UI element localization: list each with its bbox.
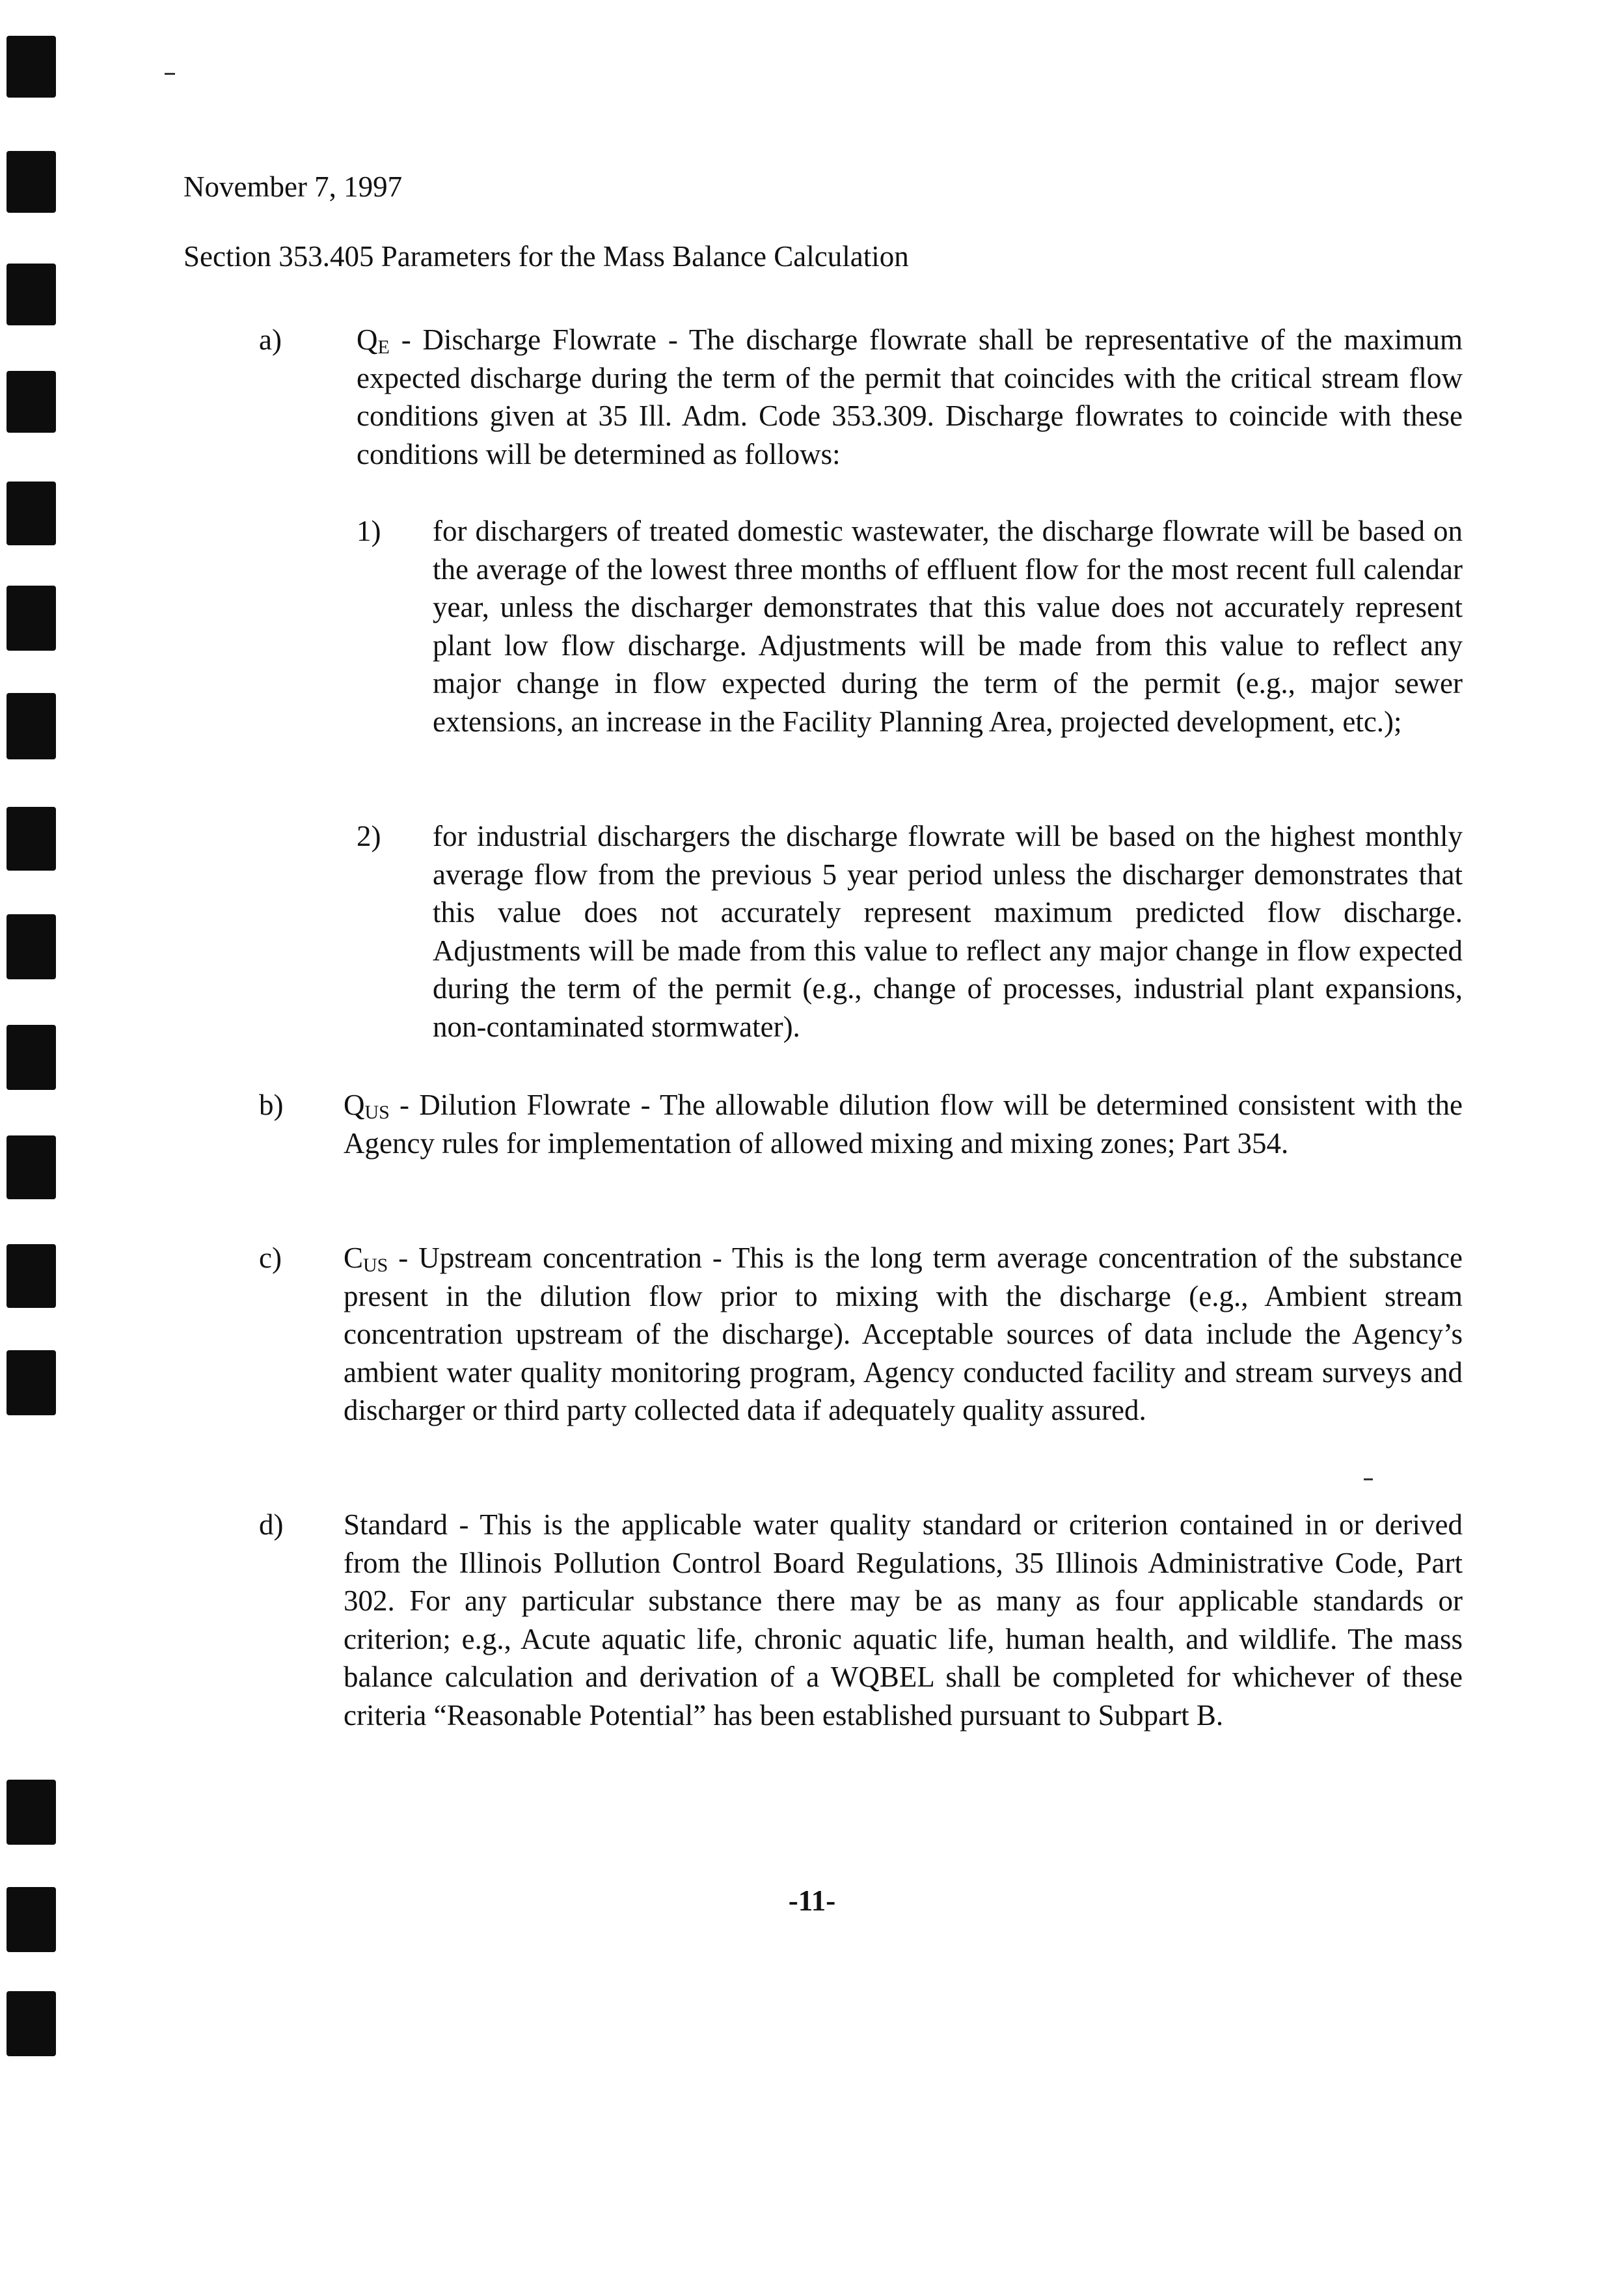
item-a-symbol-subscript: E [377, 336, 390, 358]
binding-mark [7, 1135, 56, 1199]
item-b-text: - Dilution Flowrate - The allowable dilution flow will be determined consistent with the Agency rules for implementation of allowed mixing and mixing zones; Part 354. [344, 1089, 1463, 1160]
item-b-symbol-subscript: US [364, 1102, 390, 1123]
item-d-label: d) [259, 1508, 284, 1541]
item-b-label: b) [259, 1089, 284, 1121]
binding-mark [7, 151, 56, 213]
binding-mark [7, 36, 56, 98]
item-a-label: a) [259, 323, 282, 356]
binding-mark [7, 371, 56, 433]
binding-mark [7, 1350, 56, 1415]
item-c-text: - Upstream concentration - This is the long term average concentration of the substance present in the dilution flow prior to mixing with the discharge (e.g., Ambient stream concentration upstream of the discharge). Acceptable sources of data include the Agency’s ambient water quality monitoring program, Agency conducted facility and stream surveys and discharger or third party collected data if adequately quality assured. [344, 1242, 1463, 1426]
binding-mark [7, 264, 56, 325]
item-a-symbol: Q [357, 323, 378, 356]
item-d-text: Standard - This is the applicable water quality standard or criterion contained in or derived from the Illinois Pollution Control Board Regulations, 35 Illinois Administrative Code, Part 302. For any particular substance there may be as many as four applicable standards or criterion; e.g., Acute aquatic life, chronic aquatic life, human health, and wildlife. The mass balance calculation and derivation of a WQBEL shall be completed for whichever of these criteria “Reasonable Potential” has been established pursuant to Subpart B. [344, 1508, 1463, 1732]
binding-mark [7, 1244, 56, 1308]
binding-mark [7, 586, 56, 651]
section-title: Section 353.405 Parameters for the Mass Balance Calculation [183, 240, 909, 273]
item-c-paragraph [344, 1239, 1463, 1430]
item-a1-label: 1) [357, 515, 381, 547]
scan-speck [1364, 1478, 1373, 1480]
binding-mark [7, 1780, 56, 1845]
item-a2-label: 2) [357, 820, 381, 852]
item-b-symbol: Q [344, 1089, 365, 1121]
page-number: -11- [788, 1884, 836, 1917]
binding-mark [7, 693, 56, 759]
item-a2-text: for industrial dischargers the discharge flowrate will be based on the highest monthly average flow from the previous 5 year period unless the discharger demonstrates that this value does not accurately represent maximum predicted flow discharge. Adjustments will be made from this value to reflect any major change in flow expected during the term of the permit (e.g., change of processes, industrial plant expansions, non-contaminated stormwater). [433, 820, 1463, 1043]
binding-mark [7, 1991, 56, 2056]
binding-mark [7, 1025, 56, 1090]
binding-mark [7, 1887, 56, 1952]
binding-mark [7, 482, 56, 545]
item-c-symbol: C [344, 1242, 364, 1274]
scan-speck [165, 73, 175, 75]
item-b-paragraph [344, 1086, 1463, 1162]
item-a-paragraph [357, 321, 1463, 473]
binding-mark [7, 914, 56, 979]
item-c-symbol-subscript: US [363, 1255, 388, 1276]
item-a-text: - Discharge Flowrate - The discharge flowrate shall be representative of the maximum expected discharge during the term of the permit that coincides with the critical stream flow conditions given at 35 Ill. Adm. Code 353.309. Discharge flowrates to coincide with these conditions will be determined as follows: [357, 323, 1463, 470]
item-c-label: c) [259, 1242, 282, 1274]
binding-mark [7, 807, 56, 871]
document-date: November 7, 1997 [183, 170, 403, 203]
item-a1-text: for dischargers of treated domestic wastewater, the discharge flowrate will be based on the average of the lowest three months of effluent flow for the most recent full calendar year, unless the discharger demonstrates that this value does not accurately represent plant low flow discharge. Adjustments will be made from this value to reflect any major change in flow expected during the term of the permit (e.g., major sewer extensions, an increase in the Facility Planning Area, projected development, etc.); [433, 515, 1463, 738]
